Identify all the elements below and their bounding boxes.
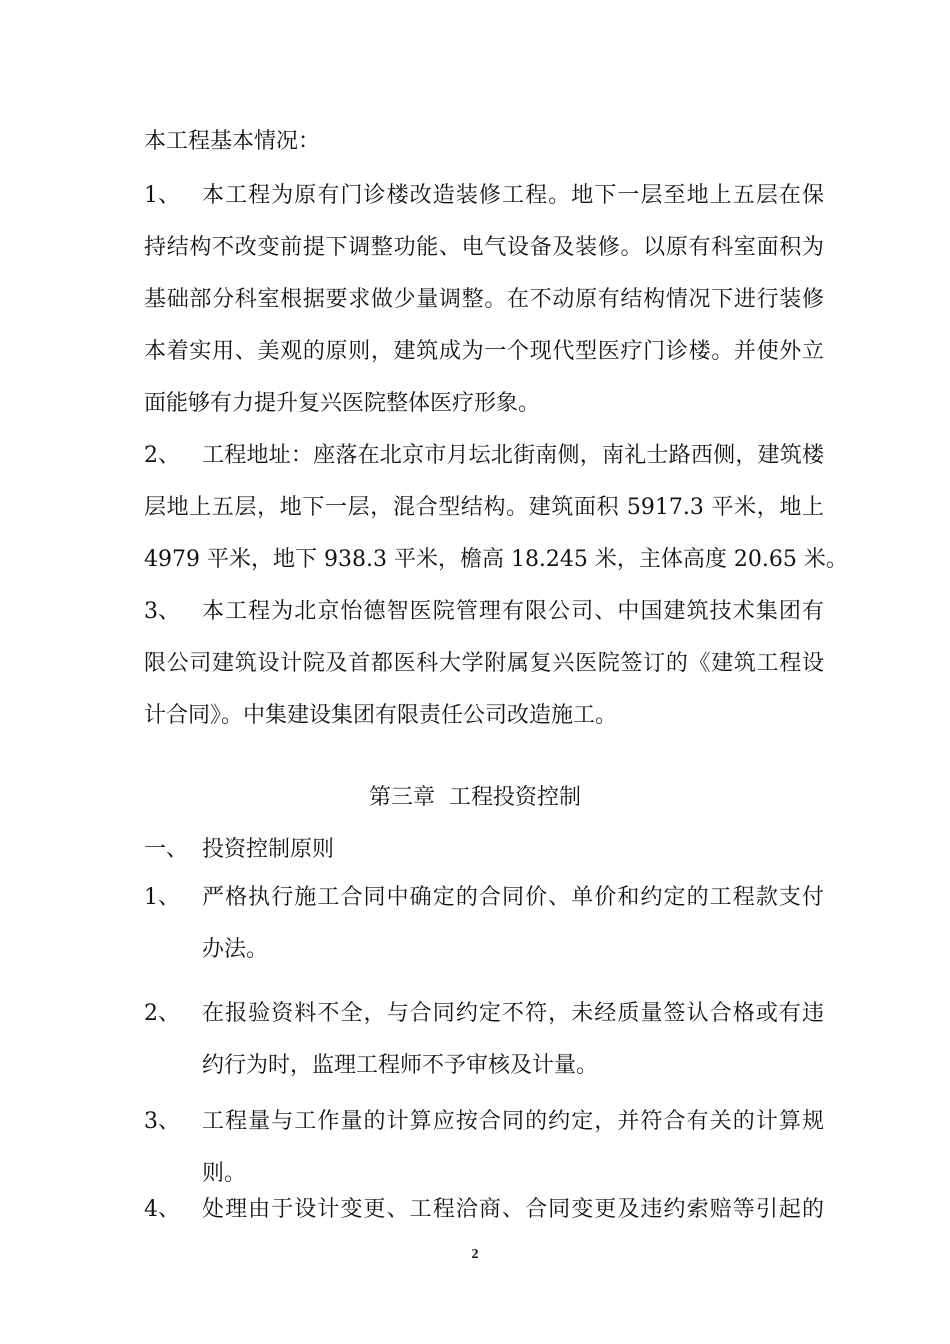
item-continuation-line: 限公司建筑设计院及首都医科大学附属复兴医院签订的《建筑工程设: [144, 651, 824, 676]
intro-heading: 本工程基本情况：: [144, 129, 321, 154]
item-continuation-line: 基础部分科室根据要求做少量调整。在不动原有结构情况下进行装修: [144, 287, 824, 312]
principle-number: 1、: [144, 885, 180, 910]
item-first-line: 本工程为北京怡德智医院管理有限公司、中国建筑技术集团有: [202, 599, 824, 624]
principle-line: 约行为时，监理工程师不予审核及计量。: [202, 1053, 599, 1078]
item-continuation-line: 层地上五层，地下一层，混合型结构。建筑面积 5917.3 平米，地上: [144, 495, 824, 520]
principle-line: 办法。: [202, 937, 269, 962]
section-heading-text: 投资控制原则: [202, 837, 335, 862]
page-number: 2: [471, 1247, 479, 1262]
principle-line: 工程量与工作量的计算应按合同的约定，并符合有关的计算规: [202, 1109, 824, 1134]
principle-line: 在报验资料不全，与合同约定不符，未经质量签认合格或有违: [202, 1001, 824, 1026]
item-number: 1、: [144, 183, 180, 208]
principle-number: 2、: [144, 1001, 180, 1026]
principle-line: 处理由于设计变更、工程洽商、合同变更及违约索赔等引起的: [202, 1197, 824, 1222]
chapter-title: 第三章 工程投资控制: [369, 785, 581, 810]
principle-number: 3、: [144, 1109, 180, 1134]
item-continuation-line: 持结构不改变前提下调整功能、电气设备及装修。以原有科室面积为: [144, 235, 824, 260]
item-first-line: 本工程为原有门诊楼改造装修工程。地下一层至地上五层在保: [202, 183, 824, 208]
item-continuation-line: 本着实用、美观的原则，建筑成为一个现代型医疗门诊楼。并使外立: [144, 339, 824, 364]
item-continuation-line: 面能够有力提升复兴医院整体医疗形象。: [144, 391, 541, 416]
item-number: 3、: [144, 599, 180, 624]
item-first-line: 工程地址：座落在北京市月坛北街南侧，南礼士路西侧，建筑楼: [202, 443, 824, 468]
section-heading-number: 一、: [144, 837, 189, 862]
item-continuation-line: 4979 平米，地下 938.3 平米，檐高 18.245 米，主体高度 20.65 米。: [144, 547, 848, 572]
item-continuation-line: 计合同》。中集建设集团有限责任公司改造施工。: [144, 703, 618, 728]
principle-line: 则。: [202, 1161, 247, 1186]
principle-number: 4、: [144, 1197, 180, 1222]
item-number: 2、: [144, 443, 180, 468]
principle-line: 严格执行施工合同中确定的合同价、单价和约定的工程款支付: [202, 885, 824, 910]
